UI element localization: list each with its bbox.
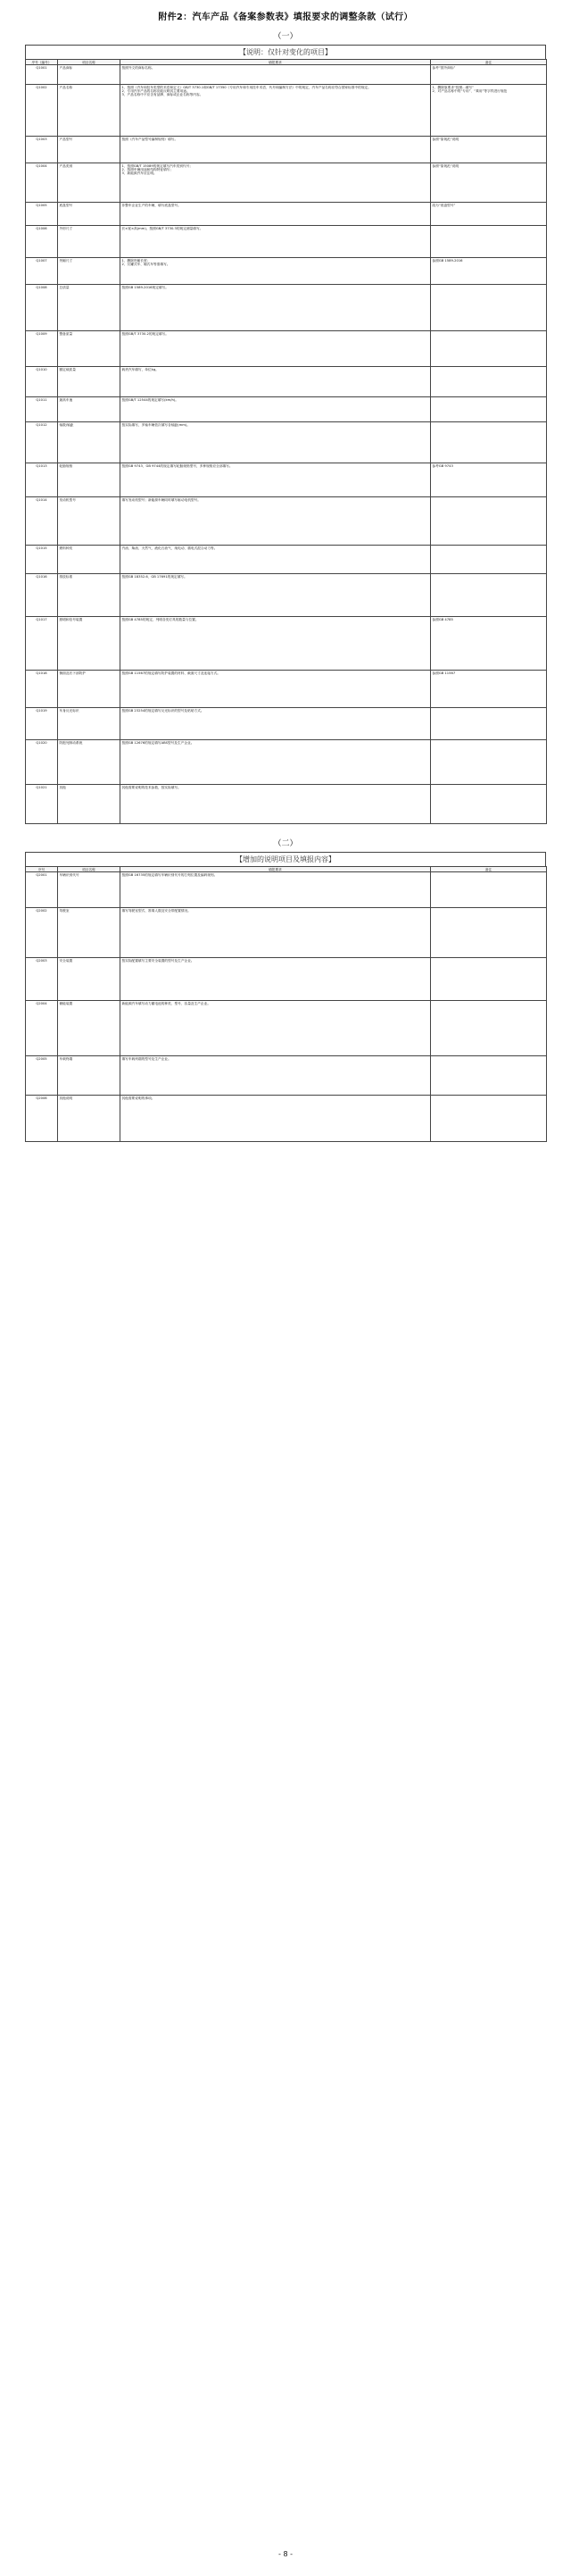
- row-note: [431, 708, 547, 740]
- row-requirement: 1、删除货厢长度； 2、仅罐式车、厢式车等需填写。: [120, 258, 431, 285]
- table-row: [26, 617, 547, 671]
- row-requirement: 1、按照《汽车和挂车类型的术语和定义》GB/T 3730.1和GB/T 17350《专用汽车和专用挂车术语、代号和编制方法》中的规定，汽车产品名称应符合国家标准中的规定。 2、专用汽车产品的名称应能反映其主要用途。 3、产品名称中不应含有品牌、商标或企业名称等内容。: [120, 85, 431, 137]
- row-requirement: 按实际填写，多轴车辆依次填写各轴距(mm)。: [120, 422, 431, 463]
- row-item: 侧面及后下部防护: [58, 671, 120, 708]
- table-row: [26, 163, 547, 203]
- row-note: 参照“原规范”说明: [431, 137, 547, 163]
- table-row: [26, 574, 547, 617]
- row-item: 货厢尺寸: [58, 258, 120, 285]
- table-row: [26, 671, 547, 708]
- row-code: Q1002: [26, 85, 58, 137]
- row-note: [431, 1001, 547, 1056]
- header-requirement: 填报要求: [120, 60, 431, 65]
- row-code: Q1006: [26, 226, 58, 258]
- row-requirement: 按照GB 12676的规定填写ABS型号及生产企业。: [120, 740, 431, 785]
- section-1-number: （一）: [273, 32, 298, 41]
- table-row: [26, 1096, 547, 1142]
- section-2-number: （二）: [273, 839, 298, 849]
- row-item: 最高车速: [58, 397, 120, 422]
- row-note: 参考GB 9743: [431, 463, 547, 497]
- row-item: 排放标准: [58, 574, 120, 617]
- row-requirement: 长×宽×高(mm)，按照GB/T 3730.3的规定测量填写。: [120, 226, 431, 258]
- row-note: [431, 546, 547, 574]
- row-requirement: 按照GB 23254的规定填写反光标识的型号及粘贴方式。: [120, 708, 431, 740]
- section-1-body: [26, 65, 547, 824]
- row-code: Q1017: [26, 617, 58, 671]
- header-code: 序号（编号）: [26, 60, 58, 65]
- row-requirement: 按照《汽车产品型号编制规则》填写。: [120, 137, 431, 163]
- row-code: Q2002: [26, 908, 58, 958]
- row-item: 轮胎规格: [58, 463, 120, 497]
- row-requirement: 按照GB 16735的规定填写车辆识别代号的打刻位置及编码规则。: [120, 872, 431, 908]
- row-item: 车辆识别代号: [58, 872, 120, 908]
- row-requirement: 按照GB 9743、GB 9744的规定填写轮胎规格型号，多种规格应全部填写。: [120, 463, 431, 497]
- row-code: Q1005: [26, 203, 58, 226]
- row-item: 驾驶室: [58, 908, 120, 958]
- row-code: Q1008: [26, 285, 58, 331]
- header-item: 项目名称: [58, 60, 120, 65]
- row-requirement: 按照GB 1589-2016规定填写。: [120, 285, 431, 331]
- table-row: [26, 1056, 547, 1096]
- row-code: Q1003: [26, 137, 58, 163]
- row-note: 参考“国外商标”: [431, 65, 547, 85]
- row-code: Q1015: [26, 546, 58, 574]
- table-row: [26, 226, 547, 258]
- row-code: Q2001: [26, 872, 58, 908]
- row-item: 额定载质量: [58, 367, 120, 397]
- row-code: Q2005: [26, 1056, 58, 1096]
- row-note: [431, 872, 547, 908]
- row-note: 参照“原规范”说明: [431, 163, 547, 203]
- page-number: - 8 -: [278, 2550, 293, 2558]
- row-note: [431, 785, 547, 824]
- section-2-hint: 【增加的说明项目及填报内容】: [25, 852, 546, 866]
- section-1-hint: 【说明：仅针对变化的项目】: [25, 45, 546, 59]
- section-2-table: [25, 866, 547, 1142]
- table-row: [26, 463, 547, 497]
- header-item: 项目名称: [58, 867, 120, 872]
- section-1-table: [25, 59, 547, 824]
- document-title: 附件2：汽车产品《备案参数表》填报要求的调整条款（试行）: [158, 13, 413, 22]
- row-requirement: 1、按照GB/T 15089的规定填写汽车类别代号； 2、按照车辆用途和结构特征填写； 3、新能源汽车应注明。: [120, 163, 431, 203]
- row-requirement: 非整车企业生产的车辆，填写底盘型号。: [120, 203, 431, 226]
- row-note: [431, 367, 547, 397]
- row-code: Q1004: [26, 163, 58, 203]
- row-code: Q1014: [26, 497, 58, 546]
- row-code: Q2004: [26, 1001, 58, 1056]
- row-note: 改为“底盘型号”: [431, 203, 547, 226]
- document-page: [18, 9, 553, 2558]
- row-note: [431, 331, 547, 367]
- row-note: 参照GB 11567: [431, 671, 547, 708]
- row-item: 产品类别: [58, 163, 120, 203]
- row-item: 轴数/轴距: [58, 422, 120, 463]
- row-code: Q1009: [26, 331, 58, 367]
- row-requirement: 载货汽车填写，单位kg。: [120, 367, 431, 397]
- table-row: [26, 137, 547, 163]
- row-code: Q1007: [26, 258, 58, 285]
- table-row: [26, 872, 547, 908]
- table-row: [26, 740, 547, 785]
- row-code: Q1012: [26, 422, 58, 463]
- row-item: 安全装置: [58, 958, 120, 1001]
- row-item: 车身反光标识: [58, 708, 120, 740]
- row-requirement: 按实际配置填写主要安全装置的型号及生产企业。: [120, 958, 431, 1001]
- row-requirement: 汽油、柴油、天然气、液化石油气、纯电动、插电式混合动力等。: [120, 546, 431, 574]
- row-item: 外形尺寸: [58, 226, 120, 258]
- row-item: 产品型号: [58, 137, 120, 163]
- row-code: Q1020: [26, 740, 58, 785]
- row-item: 防抱死制动系统: [58, 740, 120, 785]
- row-code: Q1016: [26, 574, 58, 617]
- table-row: [26, 397, 547, 422]
- row-note: [431, 1056, 547, 1096]
- row-note: [431, 422, 547, 463]
- row-item: 燃料种类: [58, 546, 120, 574]
- table-row: [26, 908, 547, 958]
- row-note: 1、删除原要求“按照...填写” 2、对产品名称中的“专用”、“乘用”等字样进行规范: [431, 85, 547, 137]
- table-row: [26, 546, 547, 574]
- row-code: Q1013: [26, 463, 58, 497]
- row-note: [431, 1096, 547, 1142]
- row-requirement: 按照GB/T 3730.2的规定填写。: [120, 331, 431, 367]
- row-note: [431, 226, 547, 258]
- row-code: Q1019: [26, 708, 58, 740]
- row-requirement: 填写驾驶室型式、准乘人数及安全带配置情况。: [120, 908, 431, 958]
- row-item: 照明和信号装置: [58, 617, 120, 671]
- table-row: [26, 708, 547, 740]
- row-requirement: 其他需要说明的事项。: [120, 1096, 431, 1142]
- table-row: [26, 1001, 547, 1056]
- table-row: [26, 367, 547, 397]
- table-row: [26, 422, 547, 463]
- row-code: Q1001: [26, 65, 58, 85]
- row-note: [431, 285, 547, 331]
- row-note: 参照GB 1589-2016: [431, 258, 547, 285]
- row-requirement: 按照GB 11567的规定填写防护装置的材料、截面尺寸及连接方式。: [120, 671, 431, 708]
- table-row: [26, 203, 547, 226]
- row-note: [431, 740, 547, 785]
- row-code: Q2006: [26, 1096, 58, 1142]
- table-row: [26, 285, 547, 331]
- row-code: Q2003: [26, 958, 58, 1001]
- table-row: [26, 65, 547, 85]
- row-item: 产品名称: [58, 85, 120, 137]
- row-note: [431, 497, 547, 546]
- row-requirement: 按照GB 18352.6、GB 17691的规定填写。: [120, 574, 431, 617]
- table-row: [26, 331, 547, 367]
- row-item: 整备质量: [58, 331, 120, 367]
- table-row: [26, 497, 547, 546]
- row-note: [431, 574, 547, 617]
- row-code: Q1021: [26, 785, 58, 824]
- row-note: [431, 958, 547, 1001]
- header-code: 序号: [26, 867, 58, 872]
- row-requirement: 按照GB 4785的规定，列明各类灯具的数量与位置。: [120, 617, 431, 671]
- row-item: 产品商标: [58, 65, 120, 85]
- row-requirement: 新能源汽车填写动力蓄电池的种类、型号、容量及生产企业。: [120, 1001, 431, 1056]
- header-requirement: 填报要求: [120, 867, 431, 872]
- header-note: 备注: [431, 867, 547, 872]
- row-code: Q1011: [26, 397, 58, 422]
- row-item: 车载终端: [58, 1056, 120, 1096]
- row-item: 发动机型号: [58, 497, 120, 546]
- row-requirement: 填写发动机型号；新能源车辆同时填写驱动电机型号。: [120, 497, 431, 546]
- row-note: [431, 397, 547, 422]
- section-2-body: [26, 872, 547, 1142]
- row-note: [431, 908, 547, 958]
- row-item: 其他: [58, 785, 120, 824]
- row-item: 总质量: [58, 285, 120, 331]
- table-row: [26, 958, 547, 1001]
- row-requirement: 填写车载终端的型号及生产企业。: [120, 1056, 431, 1096]
- row-item: 底盘型号: [58, 203, 120, 226]
- row-code: Q1018: [26, 671, 58, 708]
- row-requirement: 按照外文的商标名称。: [120, 65, 431, 85]
- row-code: Q1010: [26, 367, 58, 397]
- table-row: [26, 85, 547, 137]
- row-requirement: 按照GB/T 12544的规定填写(km/h)。: [120, 397, 431, 422]
- row-item: 储能装置: [58, 1001, 120, 1056]
- row-item: 其他说明: [58, 1096, 120, 1142]
- header-note: 备注: [431, 60, 547, 65]
- row-note: 参照GB 4785: [431, 617, 547, 671]
- row-requirement: 其他需要说明的技术参数，按实际填写。: [120, 785, 431, 824]
- table-row: [26, 785, 547, 824]
- table-row: [26, 258, 547, 285]
